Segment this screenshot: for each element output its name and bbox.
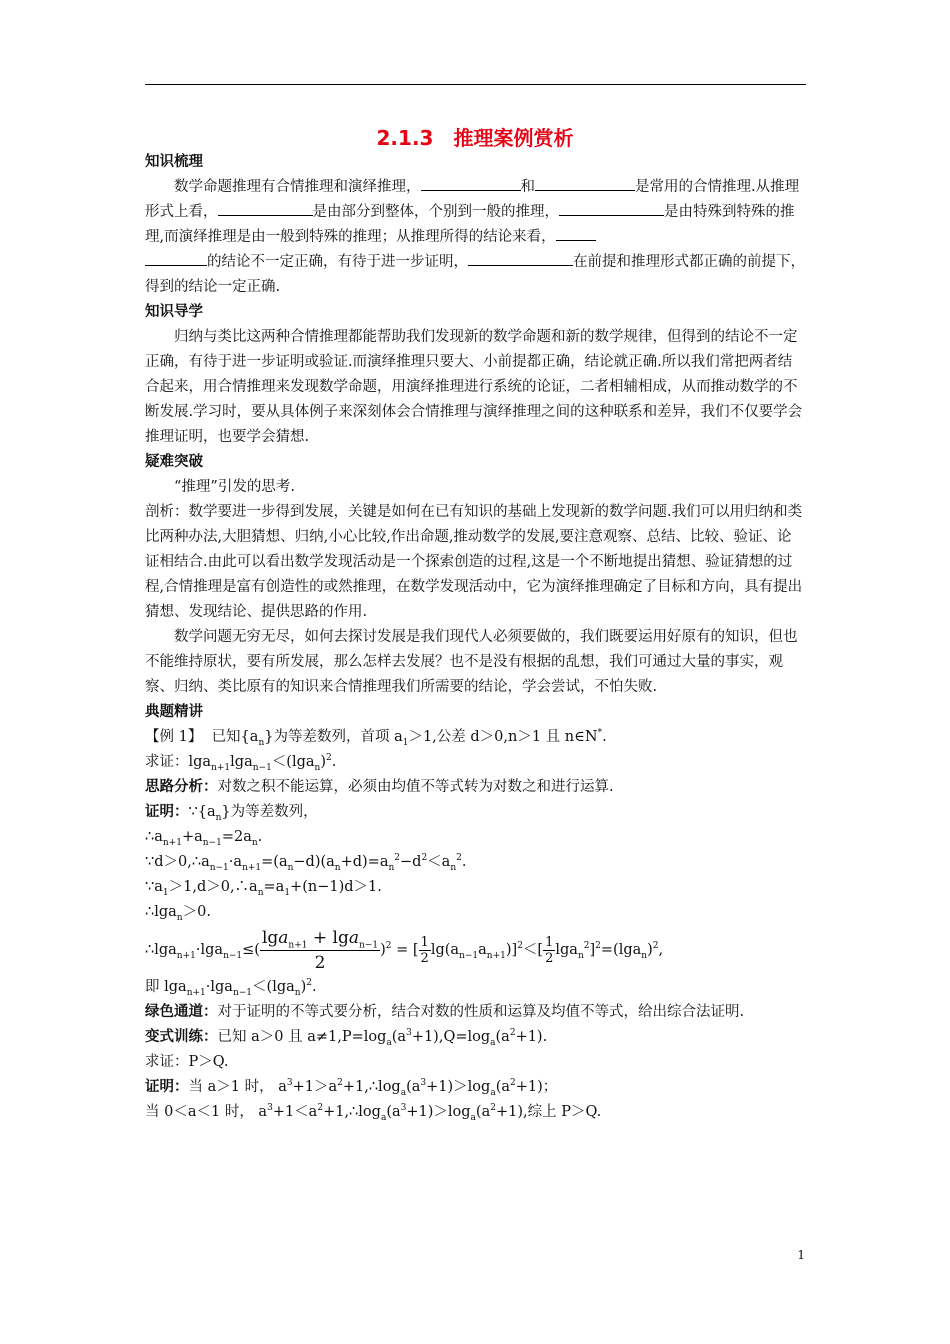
fill-blank-3[interactable]: [218, 201, 313, 216]
page-number: 1: [797, 1248, 805, 1262]
fraction-half-2: $\frac{1}{2}$: [545, 934, 554, 966]
proof-line-4: $\because a_1>1,d>0,\therefore a_n=a_1+(n-1)d>1$.: [145, 879, 382, 898]
fill-blank-2[interactable]: [535, 176, 635, 191]
fill-blank-5[interactable]: [556, 226, 596, 241]
heading-difficulty: 疑难突破: [145, 454, 203, 470]
green-channel: 绿色通道：对于证明的不等式要分析，结合对数的性质和运算及均值不等式，给出综合法证明.: [145, 1004, 745, 1020]
heading-example-problems: 典题精讲: [145, 704, 203, 720]
heading-knowledge-guide: 知识导学: [145, 304, 203, 320]
fill-blank-5-continued[interactable]: [145, 251, 207, 266]
variant-proof-line-2: 当 0＜a＜1 时， $a^3+1<a^2+1,\therefore\log_a(a^3+1)>\log_a(a^2+1)$,综上 P＞Q.: [145, 1103, 602, 1123]
paragraph-knowledge-review: 数学命题推理有合情推理和演绎推理， 和 是常用的合情推理.从推理形式上看， 是由部分到整体，个别到一般的推理， 是由特殊到特殊的推理,而演绎推理是由一般到特殊的推理；从推理所得的结论来看， 的结论不一定正确，有待于进一步证明， 在前提和推理形式都正确的前提下，得到的结论一定正确.: [145, 175, 806, 300]
fraction-half-1: $\frac{1}{2}$: [420, 934, 429, 966]
paragraph-math-problems: 数学问题无穷无尽，如何去探讨发展是我们现代人必须要做的，我们既要运用好原有的知识，但也不能维持原状，要有所发展，那么怎样去发展？也不是没有根据的乱想，我们可通过大量的事实，观察、归纳、类比原有的知识来合情推理我们所需要的结论，学会尝试，不怕失败.: [145, 629, 798, 695]
proof-line-5: ∴lga$_n$＞0.: [145, 904, 211, 923]
paragraph-analysis: 剖析：数学要进一步得到发展，关键是如何在已有知识的基础上发现新的数学问题.我们可以用归纳和类比两种办法,大胆猜想、归纳,小心比较,作出命题,推动数学的发展,要注意观察、总结、比较、验证、论证相结合.由此可以看出数学发现活动是一个探索创造的过程,这是一个不断地提出猜想、验证猜想的过程,合情推理是富有创造性的或然推理，在数学发现活动中，它为演绎推理确定了目标和方向，具有提出猜想、发现结论、提供思路的作用.: [145, 504, 803, 620]
header-rule: [145, 84, 806, 85]
question-reasoning: “推理”引发的思考.: [174, 479, 295, 495]
fill-blank-1[interactable]: [421, 176, 521, 191]
proof-line-1: 证明：$\because\{a_n\}$为等差数列，: [145, 804, 318, 823]
page-title: 2.1.3 推理案例赏析: [376, 126, 574, 150]
example-1-statement: 【例 1】 已知$\{a_n\}$为等差数列，首项 $a_1>1$,公差 d＞0,n＞1 且 n∈N*.: [145, 728, 607, 748]
variant-training: 变式训练：已知 a＞0 且 $a\ne 1,P=\log_a(a^3+1),Q=\log_a(a^2+1)$.: [145, 1028, 548, 1048]
proof-line-3: $\because d>0,\therefore a_{n-1}\cdot a_{n+1}=(a_n-d)(a_n+d)=a_n^2-d^2<a_n^2$.: [145, 853, 467, 873]
fill-blank-4[interactable]: [559, 201, 664, 216]
paragraph-knowledge-guide: 归纳与类比这两种合情推理都能帮助我们发现新的数学命题和新的数学规律，但得到的结论不一定正确，有待于进一步证明或验证.而演绎推理只要大、小前提都正确，结论就正确.所以我们常把两者结合起来，用合情推理来发现数学命题，用演绎推理进行系统的论证，二者相辅相成，从而推动数学的不断发展.学习时，要从具体例子来深刻体会合情推理与演绎推理之间的这种联系和差异，我们不仅要学会推理证明，也要学会猜想.: [145, 329, 803, 445]
example-1-prove: 求证：$\lg a_{n+1}\lg a_{n-1}<(\lg a_n)^2$.: [145, 753, 337, 773]
idea-analysis: 思路分析：对数之积不能运算，必须由均值不等式转为对数之和进行运算.: [145, 779, 614, 795]
fraction-lg-sum: $\frac{\lg a_{n+1} + \lg a_{n-1}}{2}$: [261, 927, 379, 973]
fill-blank-6[interactable]: [468, 251, 573, 266]
proof-formula-line: ∴lga$_{n+1}$·lga$_{n-1}$≤( $\frac{\lg a_{n+1} + \lg a_{n-1}}{2}$ )$^2$ = [ $\frac{1}{2}$ $\lg(a_{n-1}a_{n+1})]^2<$[ $\frac{1}{2}$ $\lg a_n^2]^2=(\lg a_n)^2$,: [145, 927, 664, 973]
proof-conclusion: 即 $\lg a_{n+1}\cdot\lg a_{n-1}<(\lg a_n)^2$.: [145, 978, 317, 998]
heading-knowledge-review: 知识梳理: [145, 154, 203, 170]
variant-prove: 求证：P＞Q.: [145, 1054, 229, 1070]
proof-line-2: $\therefore a_{n+1}+a_{n-1}=2a_n$.: [145, 829, 263, 848]
variant-proof-line-1: 证明：当 a＞1 时， $a^3+1>a^2+1,\therefore\log_a(a^3+1)>\log_a(a^2+1)$；: [145, 1078, 558, 1098]
document-body: [145, 150, 806, 1125]
